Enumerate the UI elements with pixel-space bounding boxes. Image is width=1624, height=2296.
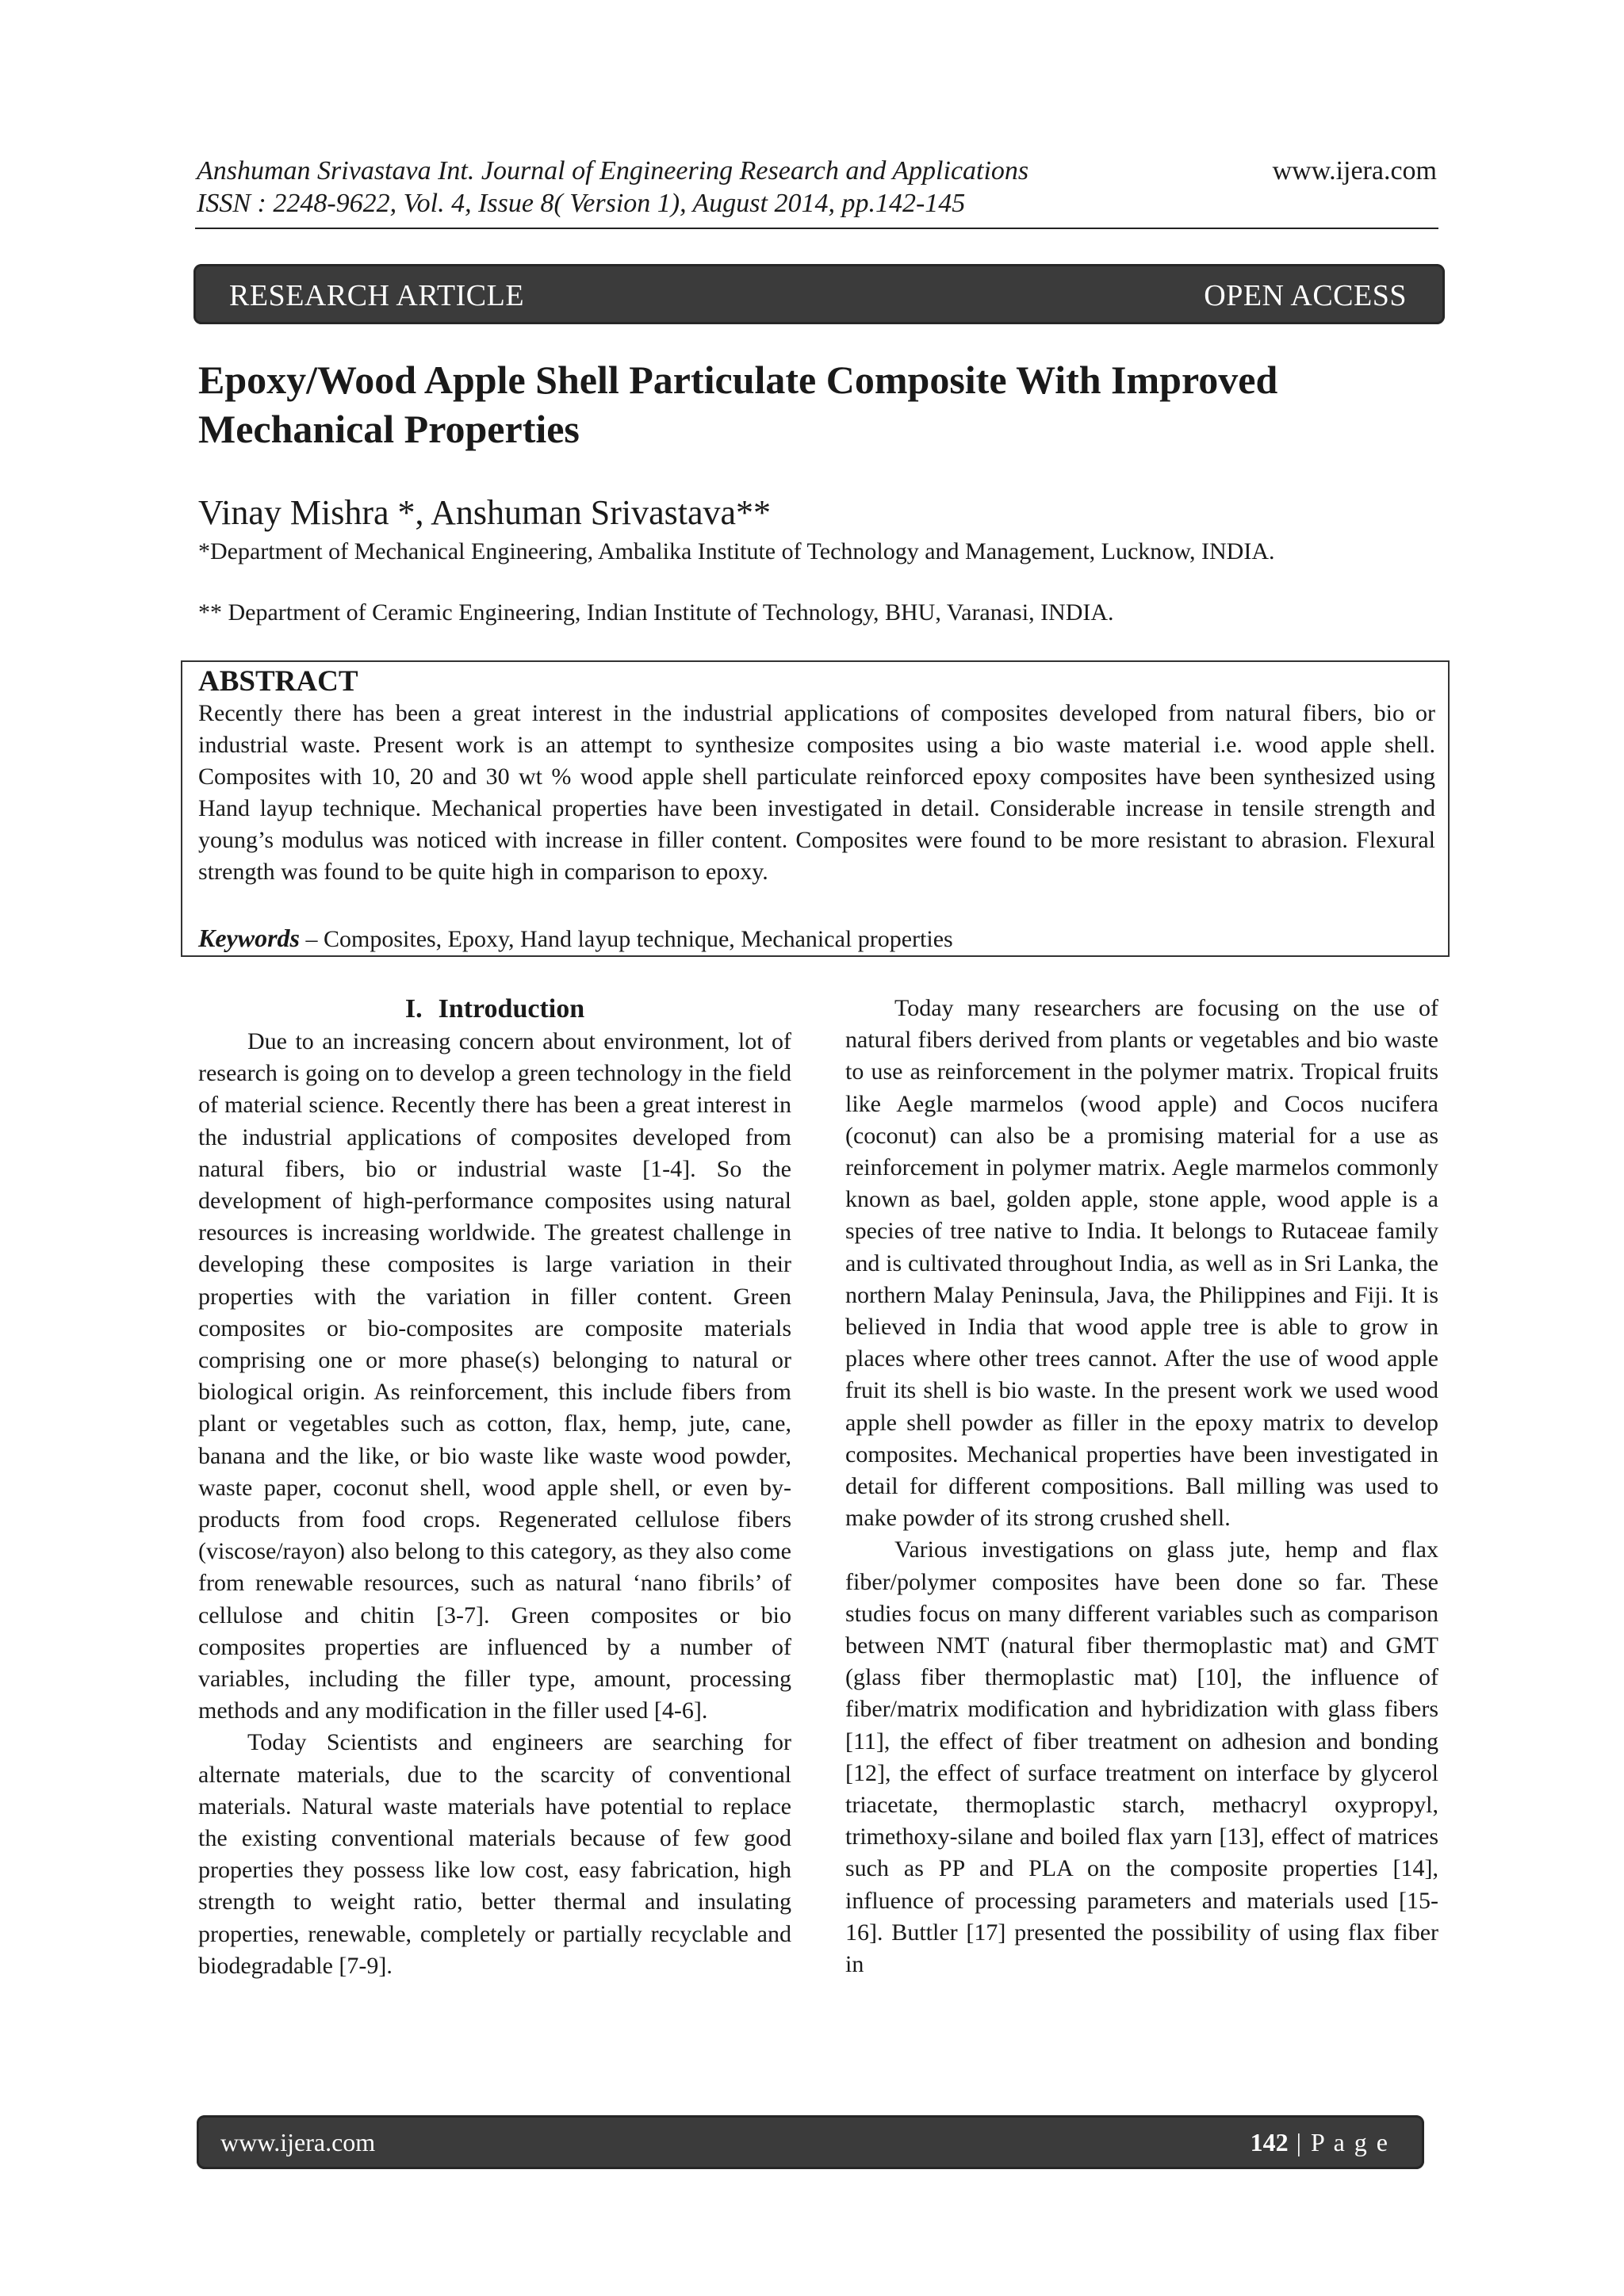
abstract-text: Recently there has been a great interest in the industrial applications of composites developed from natural fibers, bio or industrial waste. Present work is an attempt to synthesize composites using a bio waste material i.e. wood apple shell. Composites with 10, 20 and 30 wt % wood apple shell particulate reinforced epoxy composites have been synthesized using Hand layup technique. Mechanical properties have been investigated in detail. Considerable increase in tensile strength and young’s modulus was noticed with increase in filler content. Composites were found to be more resistant to abrasion. Flexural strength was found to be quite high in comparison to epoxy. [198,700,1435,885]
research-article-label: RESEARCH ARTICLE [229,279,525,312]
journal-website: www.ijera.com [1272,156,1437,186]
keywords-label: Keywords [198,924,300,952]
abstract-heading: ABSTRACT [198,665,358,698]
section-number: I. [404,994,423,1024]
section-title: Introduction [438,994,585,1024]
intro-paragraph-4: Various investigations on glass jute, hemp and flax fiber/polymer composites have been done so far. These studies focus on many different variables such as comparison between NMT (natural fiber thermoplastic mat) and GMT (glass fiber thermoplastic mat) [10], the influence of fiber/matrix modification and hybridization with glass fibers [11], the effect of fiber treatment on adhesion and bonding [12], the effect of surface treatment on interface by glycerol triacetate, thermoplastic starch, methacryl oxypropyl, trimethoxy-silane and boiled flax yarn [13], effect of matrices such as PP and PLA on the composite properties [14], influence of processing parameters and materials used [15-16]. Buttler [17] presented the possibility of using flax fiber in [845,1536,1438,1978]
page-label: | P a g e [1288,2128,1389,2156]
page-indicator [1251,2128,1389,2156]
page-number: 142 [1250,2128,1289,2156]
affiliation-1: *Department of Mechanical Engineering, Ambalika Institute of Technology and Management, Lucknow, INDIA. [198,538,1275,564]
issue-info: ISSN : 2248-9622, Vol. 4, Issue 8( Version 1), August 2014, pp.142-145 [197,189,966,218]
author-list: Vinay Mishra *, Anshuman Srivastava** [198,493,772,532]
header-rule [195,228,1438,229]
section-heading [198,993,791,1026]
open-access-label: OPEN ACCESS [1204,279,1407,312]
intro-paragraph-1: Due to an increasing concern about environment, lot of research is going on to develop a green technology in the field of material science. Recently there has been a great interest in the industrial applications of composites developed from natural fibers, bio or industrial waste [1-4]. So the development of high-performance composites using natural resources is increasing worldwide. The greatest challenge in developing these composites is large variation in their properties with the variation in filler content. Green composites or bio-composites are composite materials comprising one or more phase(s) belonging to natural or biological origin. As reinforcement, this include fibers from plant or vegetables such as cotton, flax, hemp, jute, cane, banana and the like, or bio waste like waste wood powder, waste paper, coconut shell, wood apple shell, or even by-products from food crops. Regenerated cellulose fibers (viscose/rayon) also belong to this category, as they also come from renewable resources, such as natural ‘nano fibrils’ of cellulose and chitin [3-7]. Green composites or bio composites properties are influenced by a number of variables, including the filler type, amount, processing methods and any modification in the filler used [4-6]. [198,1028,791,1724]
paper-title: Epoxy/Wood Apple Shell Particulate Composite With Improved Mechanical Properties [198,358,1278,451]
intro-paragraph-3: Today many researchers are focusing on the use of natural fibers derived from plants or vegetables and bio waste to use as reinforcement in the polymer matrix. Tropical fruits like Aegle marmelos (wood apple) and Cocos nucifera (coconut) can also be a promising material for a use as reinforcement in polymer matrix. Aegle marmelos commonly known as bael, golden apple, stone apple, wood apple is a species of tree native to India. It belongs to Rutaceae family and is cultivated throughout India, as well as in Sri Lanka, the northern Malay Peninsula, Java, the Philippines and Fiji. It is believed in India that wood apple tree is able to grow in places where other trees cannot. After the use of wood apple fruit its shell is bio waste. In the present work we used wood apple shell powder as filler in the epoxy matrix to develop composites. Mechanical properties have been investigated in detail for different compositions. Ball milling was used to make powder of its strong crushed shell. [845,995,1438,1532]
right-column [845,993,1438,1980]
affiliation-2: ** Department of Ceramic Engineering, Indian Institute of Technology, BHU, Varanasi, INDIA. [198,599,1114,626]
page-footer [197,2115,1424,2169]
intro-paragraph-2: Today Scientists and engineers are searching for alternate materials, due to the scarcity of conventional materials. Natural waste materials have potential to replace the existing conventional materials because of few good properties they possess like low cost, easy fabrication, high strength to weight ratio, better thermal and insulating properties, renewable, completely or partially recyclable and biodegradable [7-9]. [198,1729,791,1979]
left-column [198,993,791,1982]
article-type-banner [193,264,1445,324]
keywords-text: – Composites, Epoxy, Hand layup technique, Mechanical properties [300,926,953,952]
journal-citation: Anshuman Srivastava Int. Journal of Engineering Research and Applications [197,156,1029,186]
footer-website: www.ijera.com [220,2128,376,2156]
keywords-line [198,922,1435,955]
